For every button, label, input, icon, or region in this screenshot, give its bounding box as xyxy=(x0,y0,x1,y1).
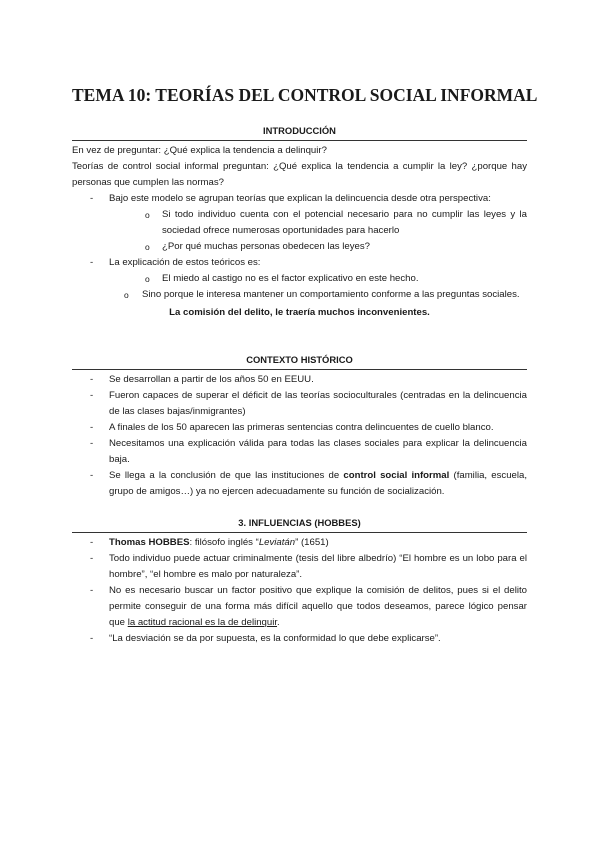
section-contexto-historico xyxy=(72,353,527,500)
circle-bullet: o xyxy=(145,210,150,220)
section-influencias xyxy=(72,516,527,647)
dash-bullet: - xyxy=(90,422,94,433)
list-item xyxy=(72,239,527,255)
influences-item-1 xyxy=(109,535,527,551)
intro-paragraph-2: Teorías de control social informal preguntan: ¿Qué explica la tendencia a cumplir la ley? ¿porque hay personas que cumplen las normas? xyxy=(72,161,527,188)
list-item xyxy=(72,388,527,420)
dash-bullet: - xyxy=(90,470,94,481)
dash-bullet: - xyxy=(90,537,94,548)
dash-bullet: - xyxy=(90,390,94,401)
context-item-5-pre: Se llega a la conclusión de que las instituciones de xyxy=(109,470,344,481)
list-item xyxy=(72,535,527,551)
section-heading-introduccion: INTRODUCCIÓN xyxy=(72,124,527,141)
influences-item-1-mid: : filósofo inglés “ xyxy=(189,537,259,548)
list-item xyxy=(72,287,527,303)
intro-conclusion: La comisión del delito, le traería muchos inconvenientes. xyxy=(169,307,430,318)
dash-bullet: - xyxy=(90,257,94,268)
intro-paragraph-1: En vez de preguntar: ¿Qué explica la tendencia a delinquir? xyxy=(72,145,327,156)
circle-bullet: o xyxy=(145,274,150,284)
intro-item-2-sub-2: Sino porque le interesa mantener un comportamiento conforme a las preguntas sociales. xyxy=(142,289,520,300)
influences-item-1-post: ” (1651) xyxy=(295,537,329,548)
influences-item-3-pre: No es necesario buscar un factor positivo que explique la comisión de delitos, pues si el delito permite conseguir de una forma más difícil aquello que todos deseamos, parece lógico pensar que xyxy=(109,585,527,628)
influences-item-4: “La desviación se da por supuesta, es la conformidad lo que debe explicarse”. xyxy=(109,633,441,644)
dash-bullet: - xyxy=(90,374,94,385)
influences-item-2: Todo individuo puede actuar criminalmente (tesis del libre albedrío) “El hombre es un lobo para el hombre”, “el hombre es malo por naturaleza”. xyxy=(109,553,527,580)
context-item-3: A finales de los 50 aparecen las primeras sentencias contra delincuentes de cuello blanco. xyxy=(109,422,494,433)
influences-item-1-bold: Thomas HOBBES xyxy=(109,537,190,548)
influences-item-1-italic: Leviatán xyxy=(258,537,296,548)
intro-item-1-sub-2: ¿Por qué muchas personas obedecen las leyes? xyxy=(162,241,370,252)
intro-item-2-sub-1: El miedo al castigo no es el factor explicativo en este hecho. xyxy=(162,273,419,284)
section-introduccion xyxy=(72,124,527,321)
context-item-5-post: (familia, escuela, grupo de amigos…) ya no ejercen adecuadamente su función de socialización. xyxy=(109,470,527,497)
context-item-5 xyxy=(109,468,527,500)
context-item-4: Necesitamos una explicación válida para todas las clases sociales para explicar la delincuencia baja. xyxy=(109,438,527,465)
list-item xyxy=(72,631,527,647)
list-item xyxy=(72,255,527,271)
influences-item-3-post: . xyxy=(277,617,280,628)
list-item xyxy=(72,468,527,500)
dash-bullet: - xyxy=(90,193,94,204)
dash-bullet: - xyxy=(90,438,94,449)
context-item-2: Fueron capaces de superar el déficit de las teorías socioculturales (centradas en la delincuencia de las clases bajas/inmigrantes) xyxy=(109,390,527,417)
dash-bullet: - xyxy=(90,585,94,596)
dash-bullet: - xyxy=(90,553,94,564)
list-item xyxy=(72,420,527,436)
list-item xyxy=(72,207,527,239)
influences-item-3 xyxy=(109,583,527,631)
list-item xyxy=(72,271,527,287)
list-item xyxy=(72,191,527,207)
intro-item-1-sub-1: Si todo individuo cuenta con el potencial necesario para no cumplir las leyes y la sociedad ofrece numerosas oportunidades para hacerlo xyxy=(162,209,527,236)
circle-bullet: o xyxy=(124,290,129,300)
list-item xyxy=(72,583,527,631)
list-item xyxy=(72,551,527,583)
section-heading-influencias: 3. INFLUENCIAS (HOBBES) xyxy=(72,516,527,533)
influences-item-3-underline: la actitud racional es la de delinquir xyxy=(127,617,278,628)
document-title: TEMA 10: TEORÍAS DEL CONTROL SOCIAL INFORMAL xyxy=(72,85,538,105)
intro-item-2: La explicación de estos teóricos es: xyxy=(109,257,261,268)
list-item xyxy=(72,436,527,468)
dash-bullet: - xyxy=(90,633,94,644)
context-item-1: Se desarrollan a partir de los años 50 en EEUU. xyxy=(109,374,314,385)
list-item xyxy=(72,372,527,388)
intro-item-1: Bajo este modelo se agrupan teorías que explican la delincuencia desde otra perspectiva: xyxy=(109,193,491,204)
context-item-5-bold: control social informal xyxy=(343,470,450,481)
circle-bullet: o xyxy=(145,242,150,252)
section-heading-contexto: CONTEXTO HISTÓRICO xyxy=(72,353,527,370)
